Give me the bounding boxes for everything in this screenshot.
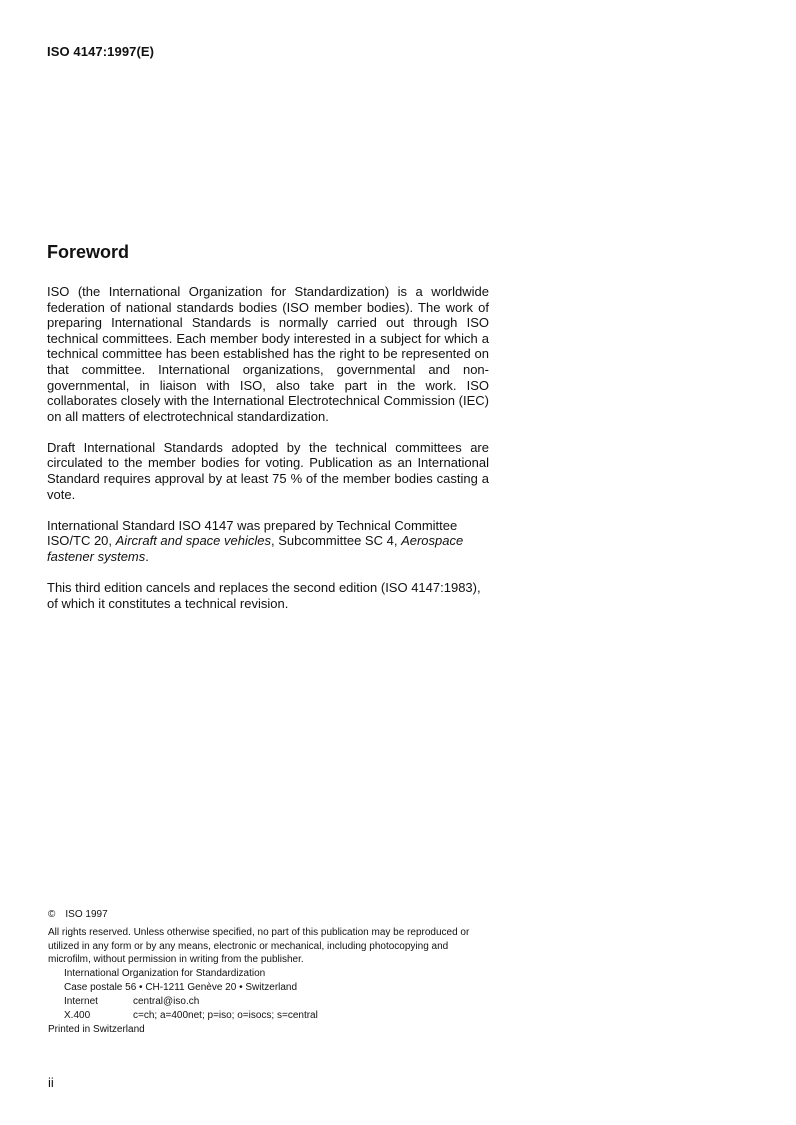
foreword-paragraph-2: Draft International Standards adopted by the technical committees are circulated to the member bodies for voting. Publication as an International Standard requires approval by at least 75 % of the member bodies casting a vote. [47, 439, 489, 502]
x400-address: c=ch; a=400net; p=iso; o=isocs; s=central [133, 1009, 318, 1021]
document-id: ISO 4147:1997(E) [47, 44, 155, 59]
paragraph-3-text-1: International Standard ISO 4147 was prepared by Technical Committee ISO/TC 20, [47, 517, 458, 549]
internet-label: Internet [64, 995, 98, 1007]
page-number: ii [48, 1075, 54, 1090]
organization-address: Case postale 56 • CH-1211 Genève 20 • Switzerland [64, 981, 298, 993]
x400-label: X.400 [64, 1009, 91, 1021]
paragraph-3-text-2: , Subcommittee SC 4, [271, 533, 402, 549]
x400-line [48, 1009, 493, 1023]
foreword-title: Foreword [47, 242, 130, 262]
foreword-body [47, 284, 489, 627]
copyright-line [48, 908, 493, 922]
paragraph-3-text-3: . [145, 548, 149, 564]
internet-line [48, 995, 493, 1009]
foreword-paragraph-3 [47, 518, 489, 565]
copyright-icon: © [48, 909, 56, 920]
printed-in: Printed in Switzerland [48, 1024, 145, 1036]
subcommittee-name: Aerospace fastener systems [47, 533, 464, 564]
rights-text: All rights reserved. Unless otherwise specified, no part of this publication may be reproduced or utilized in any form or by any means, electronic or mechanical, including photocopying and microfilm, without permission in writing from the publisher. [48, 926, 470, 966]
internet-address: central@iso.ch [133, 995, 200, 1007]
foreword-paragraph-4: This third edition cancels and replaces the second edition (ISO 4147:1983), of which it constitutes a technical revision. [47, 580, 481, 611]
organization-name: International Organization for Standardization [64, 968, 266, 980]
copyright-year: ISO 1997 [65, 909, 108, 920]
copyright-notice [48, 908, 493, 1037]
committee-name: Aircraft and space vehicles [115, 533, 271, 549]
foreword-paragraph-1: ISO (the International Organization for Standardization) is a worldwide federation of national standards bodies (ISO member bodies). The work of preparing International Standards is normally carried out through ISO technical committees. Each member body interested in a subject for which a technical committee has been established has the right to be represented on that committee. International organizations, governmental and non-governmental, in liaison with ISO, also take part in the work. ISO collaborates closely with the International Electrotechnical Commission (IEC) on all matters of electrotechnical standardization. [47, 284, 489, 424]
